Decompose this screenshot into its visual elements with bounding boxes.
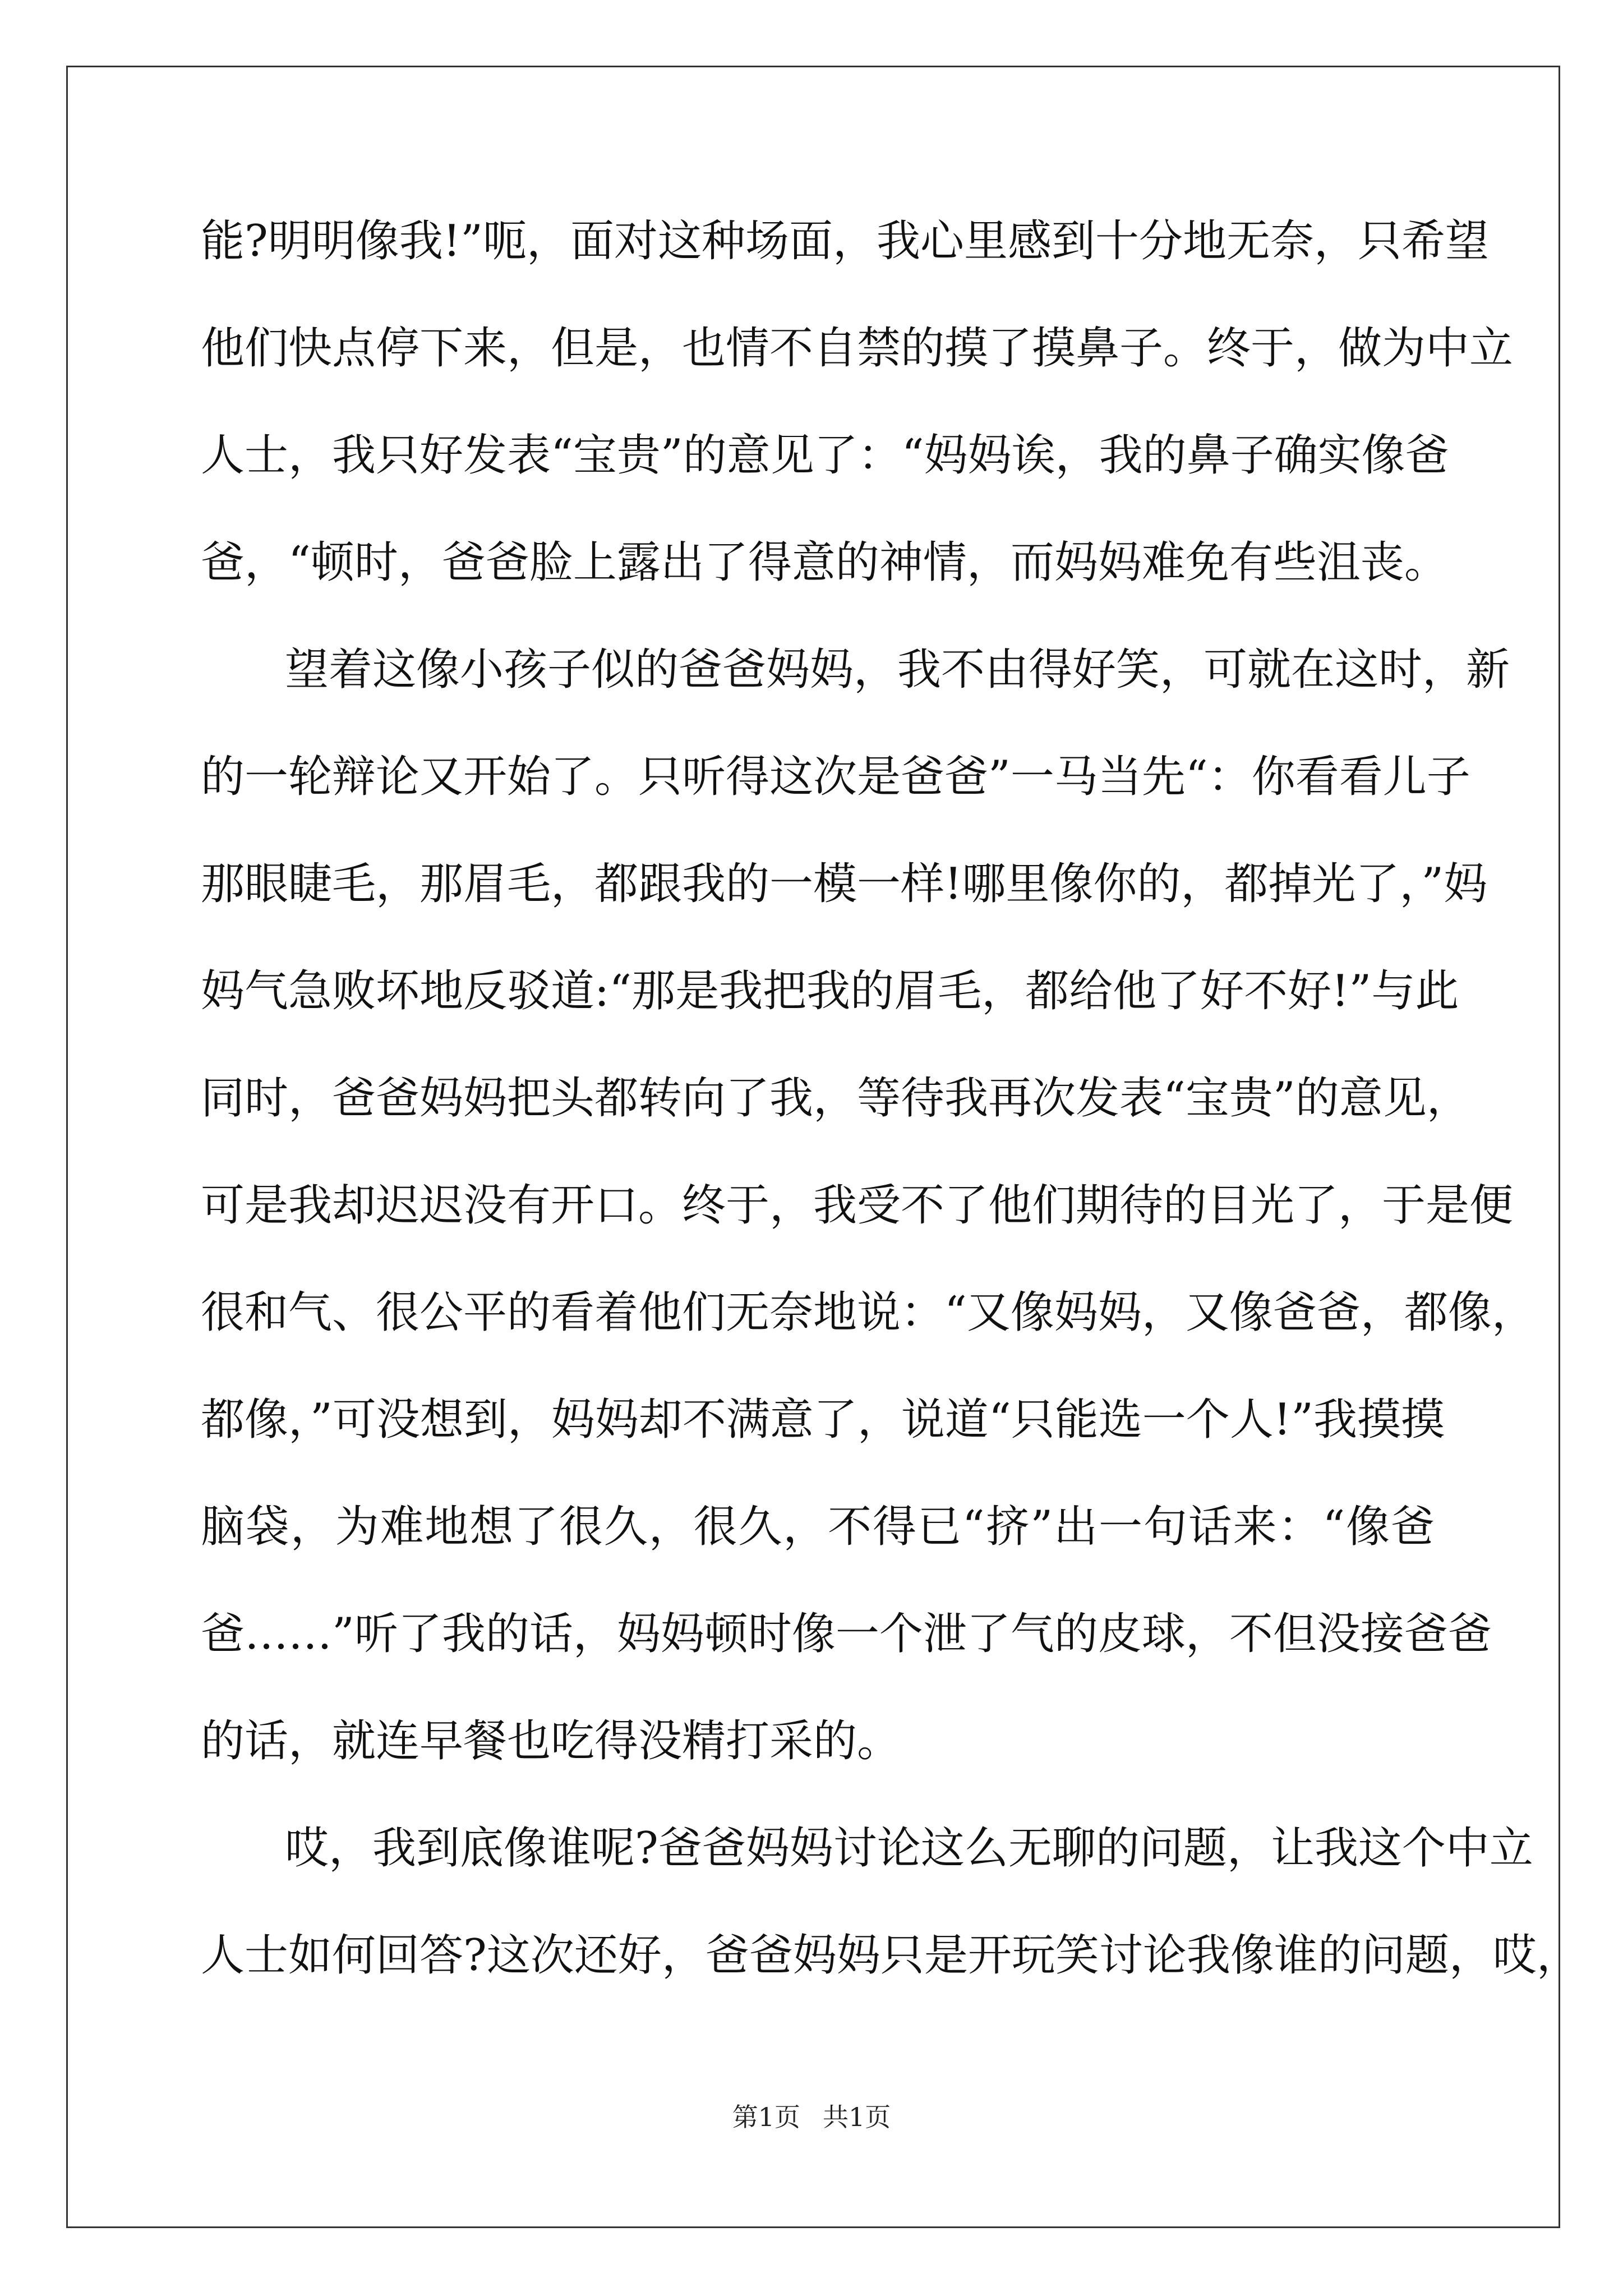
text-line: 人士如何回答?这次还好，爸爸妈妈只是开玩笑讨论我像谁的问题，哎， [201,1930,1580,1981]
text-line: 爸……”听了我的话，妈妈顿时像一个泄了气的皮球，不但没接爸爸 [201,1609,1492,1659]
text-line: 爸，“顿时，爸爸脸上露出了得意的神情，而妈妈难免有些沮丧。 [201,537,1448,588]
text-line: 很和气、很公平的看着他们无奈地说：“又像妈妈，又像爸爸，都像， [201,1287,1536,1338]
page-total: 共1页 [823,2102,891,2132]
document-body [201,213,1580,2035]
text-line: 人士，我只好发表“宝贵”的意见了：“妈妈诶，我的鼻子确实像爸 [201,430,1449,481]
text-line: 哎，我到底像谁呢?爸爸妈妈讨论这么无聊的问题，让我这个中立 [285,1823,1533,1874]
page-number: 第1页 [732,2102,800,2132]
page-footer [0,2097,1623,2134]
text-line: 的话，就连早餐也吃得没精打采的。 [201,1716,901,1766]
text-line: 他们快点停下来，但是，也情不自禁的摸了摸鼻子。终于，做为中立 [201,323,1514,374]
text-line: 都像，”可没想到，妈妈却不满意了，说道“只能选一个人!”我摸摸 [201,1395,1445,1445]
text-line: 那眼睫毛，那眉毛，都跟我的一模一样!哪里像你的，都掉光了，”妈 [201,859,1488,909]
text-line: 的一轮辩论又开始了。只听得这次是爸爸”一马当先“：你看看儿子 [201,752,1470,802]
text-line: 脑袋，为难地想了很久，很久，不得已“挤”出一句话来：“像爸 [201,1502,1435,1552]
text-line: 望着这像小孩子似的爸爸妈妈，我不由得好笑，可就在这时，新 [285,645,1510,695]
text-line: 能?明明像我!”呃，面对这种场面，我心里感到十分地无奈，只希望 [201,216,1490,266]
text-line: 妈气急败坏地反驳道:“那是我把我的眉毛，都给他了好不好!”与此 [201,966,1459,1016]
text-line: 可是我却迟迟没有开口。终于，我受不了他们期待的目光了，于是便 [201,1180,1514,1231]
text-line: 同时，爸爸妈妈把头都转向了我，等待我再次发表“宝贵”的意见， [201,1073,1470,1124]
